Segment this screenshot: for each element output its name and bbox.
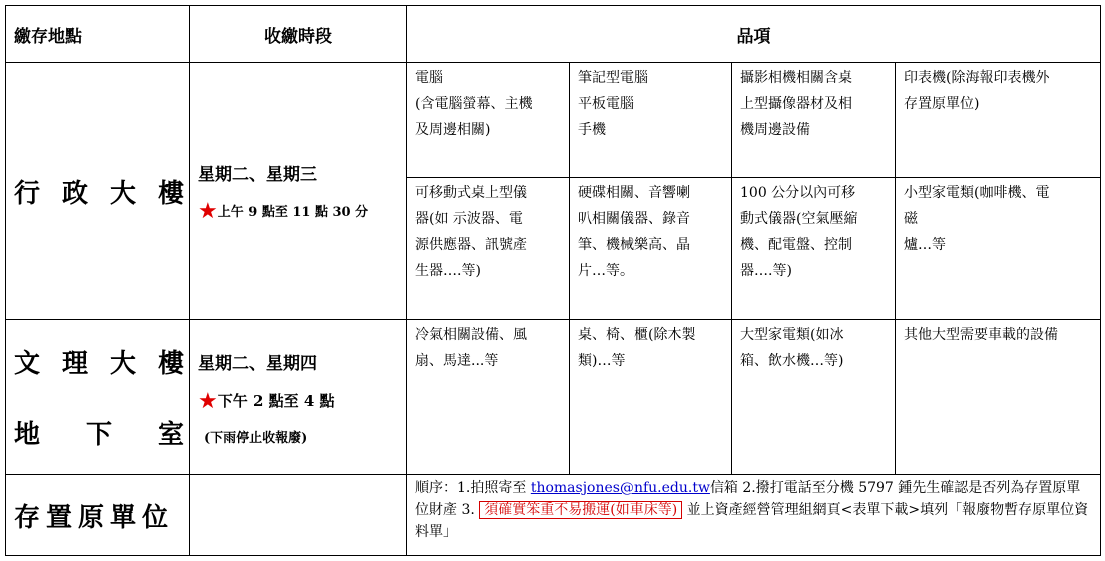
header-period: 收繳時段 — [190, 6, 407, 63]
recycling-schedule-table — [5, 5, 1101, 556]
science-time-slot: 下午 2 點至 4 點 — [217, 391, 335, 410]
item-large-appliance: 大型家電類(如冰 箱、飲水機…等) — [732, 320, 896, 475]
admin-time-slot: 上午 9 點至 11 點 30 分 — [217, 204, 369, 220]
email-link[interactable]: thomasjones@nfu.edu.tw — [530, 480, 710, 496]
item-camera: 攝影相機相關含桌 上型攝像器材及相 機周邊設備 — [732, 63, 896, 178]
item-furniture: 桌、椅、櫃(除木製 類)…等 — [570, 320, 732, 475]
heavy-item-note: 須確實笨重不易搬運(如車床等) — [479, 501, 682, 519]
admin-location: 行 政 大 樓 — [6, 63, 190, 320]
original-time-empty — [190, 475, 407, 556]
item-computer: 電腦 (含電腦螢幕、主機 及周邊相關) — [407, 63, 570, 178]
star-icon: ★ — [198, 388, 218, 414]
item-instruments: 可移動式桌上型儀 器(如 示波器、電 源供應器、訊號產 生器….等) — [407, 178, 570, 320]
header-location: 繳存地點 — [6, 6, 190, 63]
original-unit-row — [6, 475, 1101, 556]
science-location: 文 理 大 樓 地 下 室 — [6, 320, 190, 475]
item-laptop: 筆記型電腦 平板電腦 手機 — [570, 63, 732, 178]
original-procedure: 順序：1.拍照寄至 thomasjones@nfu.edu.tw信箱 2.撥打電話至分機 5797 鍾先生確認是否列為存置原單位財產 3. 須確實笨重不易搬運(如車床等) 並上資產經營管理組網頁<表單下載>填列「報廢物暫存原單位資料單」 — [407, 475, 1101, 556]
item-printer: 印表機(除海報印表機外 存置原單位) — [896, 63, 1101, 178]
item-movable-equipment: 100 公分以內可移 動式儀器(空氣壓縮 機、配電盤、控制 器….等) — [732, 178, 896, 320]
item-aircon: 冷氣相關設備、風 扇、馬達...等 — [407, 320, 570, 475]
science-row — [6, 320, 1101, 475]
admin-time — [190, 63, 407, 320]
admin-row-top — [6, 63, 1101, 178]
admin-days: 星期二、星期三 — [198, 164, 317, 185]
rain-note: (下雨停止收報廢) — [204, 430, 308, 446]
item-small-appliance: 小型家電類(咖啡機、電 磁 爐…等 — [896, 178, 1101, 320]
science-days: 星期二、星期四 — [198, 353, 317, 374]
science-time — [190, 320, 407, 475]
item-large-vehicle-equipment: 其他大型需要車載的設備 — [896, 320, 1101, 475]
star-icon: ★ — [198, 198, 218, 224]
header-row — [6, 6, 1101, 63]
original-location: 存置原單位 — [6, 475, 190, 556]
header-items: 品項 — [407, 6, 1101, 63]
item-disk-audio: 硬碟相關、音響喇 叭相關儀器、錄音 筆、機械樂高、晶 片…等。 — [570, 178, 732, 320]
